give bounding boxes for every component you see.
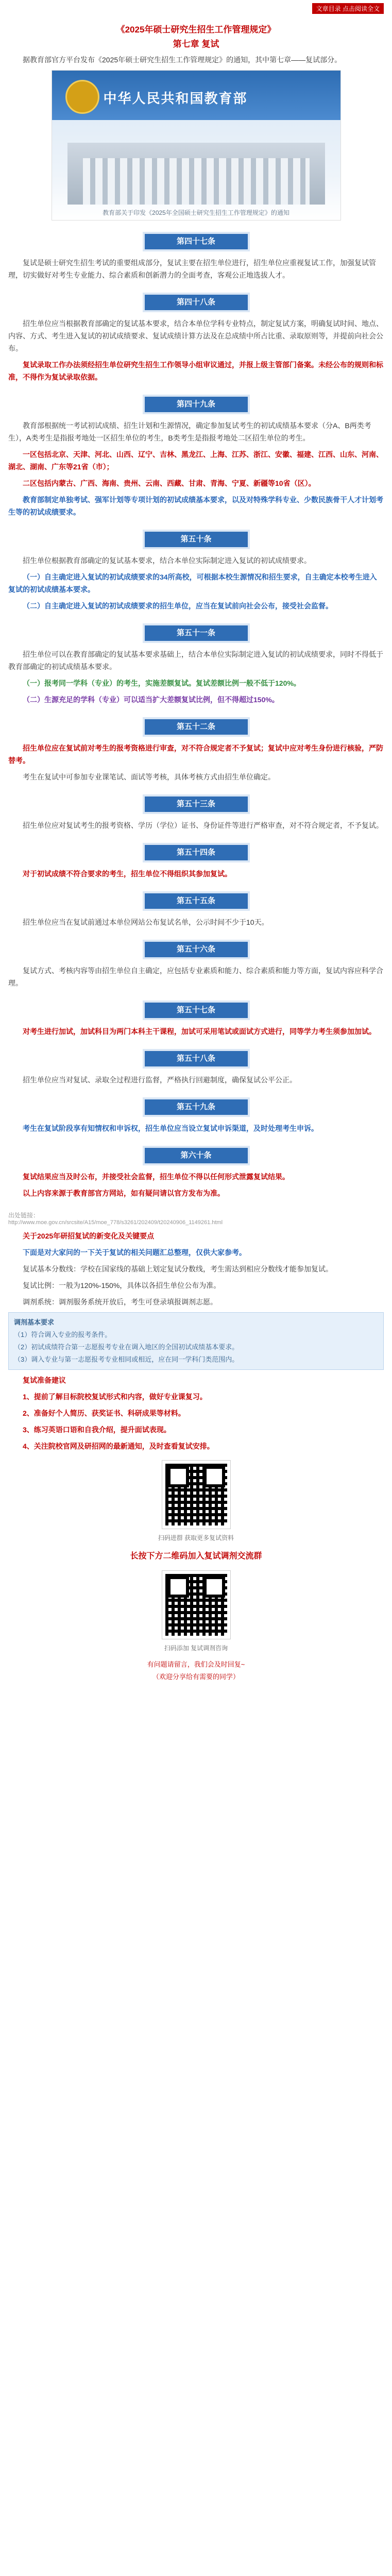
section-heading: 第四十七条: [145, 234, 248, 249]
section-paragraph: 招生单位可以在教育部确定的复试基本要求基础上，结合本单位实际制定进入复试的初试成绩要求，同时不得低于教育部确定的初试成绩基本要求。: [8, 650, 383, 671]
requirements-row: （3）调入专业与第一志愿报考专业相同或相近，应在同一学科门类范围内。: [14, 1355, 239, 1364]
qr-caption-1: 扫码进群 获取更多复试资料: [158, 1534, 234, 1542]
section-paragraph: 对考生进行加试，加试科目为两门本科主干课程，加试可采用笔试或面试方式进行，同等学力考生须参加加试。: [23, 1027, 376, 1036]
section-51: [8, 625, 384, 706]
section-paragraph: 招生单位应当对复试、录取全过程进行监督，严格执行回避制度，确保复试公平公正。: [23, 1076, 297, 1084]
section-59: [8, 1099, 384, 1134]
section-paragraph: （一）自主确定进入复试的初试成绩要求的34所高校，可根据本校生源情况和招生要求，自主确定本校考生进入复试的初试成绩基本要求。: [8, 573, 377, 594]
source-link[interactable]: http://www.moe.gov.cn/srcsite/A15/moe_778/s3261/202409/t20240906_1149261.html: [8, 1219, 223, 1226]
news-heading: 关于2025年研招复试的新变化及关键要点: [23, 1232, 155, 1241]
section-paragraph: 考生在复试阶段享有知情权和申诉权，招生单位应当设立复试申诉渠道，及时处理考生申诉。: [23, 1124, 318, 1133]
section-paragraph: 招生单位根据教育部确定的复试基本要求，结合本单位实际制定进入复试的初试成绩要求。: [23, 556, 311, 565]
section-paragraph: 招生单位应当根据教育部确定的复试基本要求，结合本单位学科专业特点，制定复试方案，明确复试时间、地点、内容、方式、考生进入复试的初试成绩要求、复试成绩计算方法及在总成绩中所占比重、录取原则等，并提前向社会公布。: [8, 319, 383, 353]
article-nav-tag[interactable]: 文章目录 点击阅读全文: [312, 3, 384, 14]
section-52: [8, 719, 384, 783]
section-paragraph: 复试录取工作办法须经招生单位研究生招生工作领导小组审议通过，并报上级主管部门备案。未经公布的规则和标准，不得作为复试录取依据。: [8, 361, 383, 382]
article-sections: [8, 234, 384, 1183]
requirements-title: 调剂基本要求: [14, 1318, 55, 1327]
section-55: [8, 893, 384, 928]
section-60: [8, 1148, 384, 1183]
intro-paragraph: 据教育部官方平台发布《2025年硕士研究生招生工作管理规定》的通知，其中第七章——复试部分。: [23, 56, 342, 64]
section-48: [8, 295, 384, 383]
section-heading: 第五十七条: [145, 1003, 248, 1018]
section-heading: 第五十五条: [145, 893, 248, 909]
banner-ministry-name: 中华人民共和国教育部: [103, 91, 248, 107]
section-heading: 第五十八条: [145, 1051, 248, 1066]
requirements-row: （2）初试成绩符合第一志愿报考专业在调入地区的全国初试成绩基本要求。: [14, 1343, 239, 1351]
section-58: [8, 1051, 384, 1086]
section-paragraph: （二）自主确定进入复试的初试成绩要求的招生单位，应当在复试前向社会公布，接受社会监督。: [23, 602, 333, 611]
section-paragraph: 招生单位应对复试考生的报考资格、学历（学位）证书、身份证件等进行严格审查，对不符合规定者，不予复试。: [23, 821, 383, 830]
section-heading: 第五十条: [145, 532, 248, 547]
section-paragraph: 对于初试成绩不符合要求的考生，招生单位不得组织其参加复试。: [23, 870, 232, 878]
tips-heading: 复试准备建议: [23, 1376, 66, 1385]
footer-line: 有问题请留言，我们会及时回复~: [147, 1660, 245, 1669]
section-paragraph: （二）生源充足的学科（专业）可以适当扩大差额复试比例，但不得超过150%。: [23, 696, 279, 704]
banner-header: [52, 71, 340, 120]
section-paragraph: 复试方式、考核内容等由招生单位自主确定，应包括专业素质和能力、综合素质和能力等方面，复试内容应科学合理。: [8, 967, 383, 988]
banner-columns: [83, 158, 310, 205]
section-paragraph: 复试结果应当及时公布，并接受社会监督，招生单位不得以任何形式泄露复试结果。: [23, 1173, 289, 1181]
section-heading: 第四十八条: [145, 295, 248, 310]
tip-item: 1、提前了解目标院校复试形式和内容，做好专业课复习。: [23, 1393, 207, 1401]
cta-banner: 长按下方二维码加入复试调剂交流群: [130, 1552, 262, 1561]
requirements-row: （1）符合调入专业的报考条件。: [14, 1331, 112, 1339]
qr-code-2[interactable]: [162, 1571, 230, 1639]
closing-note: 以上内容来源于教育部官方网站，如有疑问请以官方发布为准。: [23, 1189, 225, 1198]
source-label: 出处链接：: [8, 1212, 40, 1219]
banner-caption: 教育部关于印发《2025年全国硕士研究生招生工作管理规定》的通知: [103, 209, 289, 217]
footer-line: （欢迎分享给有需要的同学）: [152, 1673, 240, 1681]
section-54: [8, 845, 384, 880]
tip-item: 4、关注院校官网及研招网的最新通知，及时查看复试安排。: [23, 1442, 214, 1451]
section-paragraph: 复试是硕士研究生招生考试的重要组成部分，复试主要在招生单位进行，招生单位应重视复试工作，加强复试管理，切实做好对考生专业能力、综合素质和创新潜力的全面考查，客观公正地选拔人才。: [8, 259, 376, 280]
section-47: [8, 234, 384, 281]
section-paragraph: 教育部制定单独考试、强军计划等专项计划的初试成绩基本要求，以及对特殊学科专业、少数民族骨干人才计划考生等的初试成绩要求。: [8, 496, 383, 517]
section-heading: 第四十九条: [145, 397, 248, 412]
section-paragraph: 招生单位应在复试前对考生的报考资格进行审查，对不符合规定者不予复试；复试中应对考生身份进行核验，严防替考。: [8, 744, 383, 765]
tip-item: 3、练习英语口语和自我介绍，提升面试表现。: [23, 1426, 171, 1434]
section-paragraph: （一）报考同一学科（专业）的考生，实施差额复试。复试差额比例一般不低于120%。: [23, 679, 301, 688]
section-56: [8, 942, 384, 989]
section-heading: 第六十条: [145, 1148, 248, 1163]
section-paragraph: 教育部根据统一考试初试成绩、招生计划和生源情况，确定参加复试考生的初试成绩基本要求（分A、B两类考生），A类考生是指报考地处一区招生单位的考生，B类考生是指报考地处二区招生单位的考生。: [8, 421, 371, 443]
section-paragraph: 二区包括内蒙古、广西、海南、贵州、云南、西藏、甘肃、青海、宁夏、新疆等10省（区）。: [23, 479, 316, 488]
news-paragraph: 下面是对大家问的一下关于复试的相关问题汇总整理，仅供大家参考。: [23, 1248, 246, 1257]
section-heading: 第五十一条: [145, 625, 248, 641]
section-heading: 第五十六条: [145, 942, 248, 957]
section-53: [8, 796, 384, 832]
tip-item: 2、准备好个人简历、获奖证书、科研成果等材料。: [23, 1409, 185, 1418]
section-heading: 第五十三条: [145, 796, 248, 812]
source-block: [8, 1211, 384, 1226]
national-emblem-icon: [65, 80, 99, 114]
article-subtitle: 第七章 复试: [173, 39, 219, 49]
qr-code-1[interactable]: [162, 1461, 230, 1529]
section-paragraph: 考生在复试中可参加专业课笔试、面试等考核，具体考核方式由招生单位确定。: [23, 773, 275, 782]
requirements-box: [8, 1312, 384, 1370]
article-title: 《2025年硕士研究生招生工作管理规定》: [116, 25, 276, 35]
section-57: [8, 1003, 384, 1038]
section-heading: 第五十二条: [145, 719, 248, 735]
qr-caption-2: 扫码添加 复试调剂咨询: [164, 1645, 228, 1652]
section-paragraph: 招生单位应当在复试前通过本单位网站公布复试名单，公示时间不少于10天。: [23, 918, 269, 927]
section-49: [8, 397, 384, 518]
section-50: [8, 532, 384, 612]
section-paragraph: 一区包括北京、天津、河北、山西、辽宁、吉林、黑龙江、上海、江苏、浙江、安徽、福建、江西、山东、河南、湖北、湖南、广东等21省（市）；: [8, 450, 383, 471]
news-paragraph: 调剂系统：调剂服务系统开放后，考生可登录填报调剂志愿。: [23, 1298, 217, 1307]
section-heading: 第五十九条: [145, 1099, 248, 1115]
news-paragraph: 复试比例：一般为120%-150%，具体以各招生单位公布为准。: [23, 1281, 221, 1290]
section-heading: 第五十四条: [145, 845, 248, 860]
news-paragraph: 复试基本分数线：学校在国家线的基础上划定复试分数线，考生需达到相应分数线才能参加复试。: [23, 1265, 333, 1274]
ministry-banner-image: [52, 70, 341, 221]
